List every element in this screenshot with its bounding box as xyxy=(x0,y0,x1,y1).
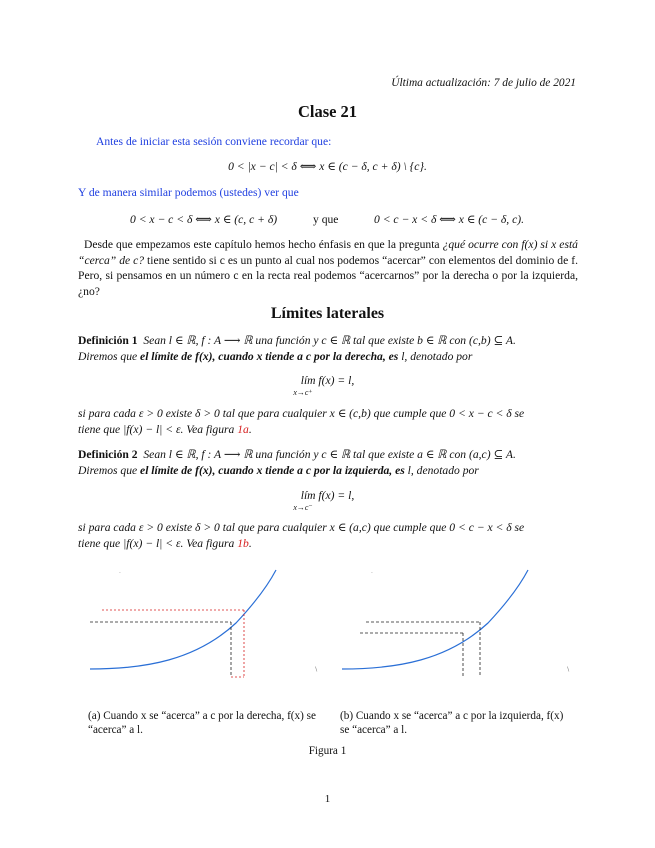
figure-1a-x-axis-mark: ∖ xyxy=(314,666,318,673)
page-title: Clase 21 xyxy=(297,102,358,121)
paragraph-question: ¿qué ocurre con f(x) si x está “cerca” de c? xyxy=(78,238,578,267)
intro-paragraph xyxy=(78,237,578,299)
definition-2-text-2c: l, denotado por xyxy=(404,463,479,477)
figure-1b-x-axis-mark: ∖ xyxy=(566,666,570,673)
figure-1a-y-axis-mark: · xyxy=(119,570,121,577)
figure-1a-curve xyxy=(90,570,276,669)
figure-1b-link[interactable]: 1b xyxy=(237,536,249,550)
figure-1b-curve xyxy=(342,570,528,669)
definition-1-condition xyxy=(78,406,578,437)
recall-text: Antes de iniciar esta sesión conviene recordar que: xyxy=(96,135,332,148)
definition-2-text-2b: el límite de f(x), cuando x tiende a c por la izquierda, es xyxy=(140,463,405,477)
definition-2-line-1 xyxy=(78,447,578,463)
equation-2-right: 0 < c − x < δ ⟺ x ∈ (c − δ, c). xyxy=(374,213,524,226)
definition-2-end: . xyxy=(248,536,252,550)
definition-2-formula-sub: x→c⁻ xyxy=(293,503,313,512)
equation-1: 0 < |x − c| < δ ⟺ x ∈ (c − δ, c + δ) \ {c}. xyxy=(228,160,427,173)
definition-1-text-2b: el límite de f(x), cuando x tiende a c por la derecha, es xyxy=(140,349,399,363)
definition-1-formula-sub: x→c⁺ xyxy=(293,388,313,397)
definition-2-line-2 xyxy=(78,463,578,479)
definition-2-label: Definición 2 xyxy=(78,448,138,461)
definition-2 xyxy=(78,447,578,478)
definition-2-text-1: Sean l ∈ ℝ, f : A ⟶ ℝ una función y c ∈ ℝ tal que existe a ∈ ℝ con (a,c) ⊆ A. xyxy=(143,448,516,461)
figure-1a-link[interactable]: 1a xyxy=(237,422,249,436)
figure-1b-plot xyxy=(338,565,578,685)
paragraph-part-1: Desde que empezamos este capítulo hemos hecho énfasis en que la pregunta xyxy=(84,238,443,251)
page-number: 1 xyxy=(324,793,331,805)
section-title: Límites laterales xyxy=(270,305,385,322)
last-updated: Última actualización: 7 de julio de 2021 xyxy=(391,77,576,89)
similar-text: Y de manera similar podemos (ustedes) ver que xyxy=(78,186,299,199)
figure-1a-caption: (a) Cuando x se “acerca” a c por la derecha, f(x) se “acerca” a l. xyxy=(88,710,316,736)
definition-2-line-3: si para cada ε > 0 existe δ > 0 tal que para cualquier x ∈ (a,c) que cumple que 0 < c − x < δ se xyxy=(78,521,525,534)
figure-1b-caption: (b) Cuando x se “acerca” a c por la izquierda, f(x) se “acerca” a l. xyxy=(340,710,564,736)
paragraph-part-2: tiene sentido si c es un punto al cual nos podemos “acercar” con elementos del dominio de f. Pero, si pensamos en un número c en la recta real podemos “acercarnos” por la derecha o por la izquierda, ¿no? xyxy=(78,253,578,298)
definition-1-end: . xyxy=(248,422,252,436)
figure-1b-y-axis-mark: · xyxy=(371,570,373,577)
figure-1a-plot xyxy=(86,565,326,685)
definition-1-text-2a: Diremos que xyxy=(78,349,141,363)
definition-1-text-2c: l, denotado por xyxy=(398,349,473,363)
definition-1-line-2 xyxy=(78,349,578,365)
figure-label: Figura 1 xyxy=(308,745,347,757)
definition-1-formula: lím f(x) = l, xyxy=(300,374,355,387)
definition-2-condition xyxy=(78,520,578,551)
definition-2-formula: lím f(x) = l, xyxy=(300,489,355,502)
definition-1 xyxy=(78,333,578,364)
definition-1-text-4: tiene que |f(x) − l| < ε. Vea figura xyxy=(78,422,238,436)
definition-1-line-3: si para cada ε > 0 existe δ > 0 tal que para cualquier x ∈ (c,b) que cumple que 0 < x − c < δ se xyxy=(78,407,525,420)
definition-2-line-4 xyxy=(78,536,578,552)
definition-1-line-1 xyxy=(78,333,578,349)
equation-2-and: y que xyxy=(313,213,339,226)
equation-2-left: 0 < x − c < δ ⟺ x ∈ (c, c + δ) xyxy=(130,213,278,226)
definition-2-text-4: tiene que |f(x) − l| < ε. Vea figura xyxy=(78,536,238,550)
definition-1-label: Definición 1 xyxy=(78,334,138,347)
definition-2-text-2a: Diremos que xyxy=(78,463,141,477)
definition-1-text-1: Sean l ∈ ℝ, f : A ⟶ ℝ una función y c ∈ ℝ tal que existe b ∈ ℝ con (c,b) ⊆ A. xyxy=(143,334,516,347)
definition-1-line-4 xyxy=(78,422,578,438)
